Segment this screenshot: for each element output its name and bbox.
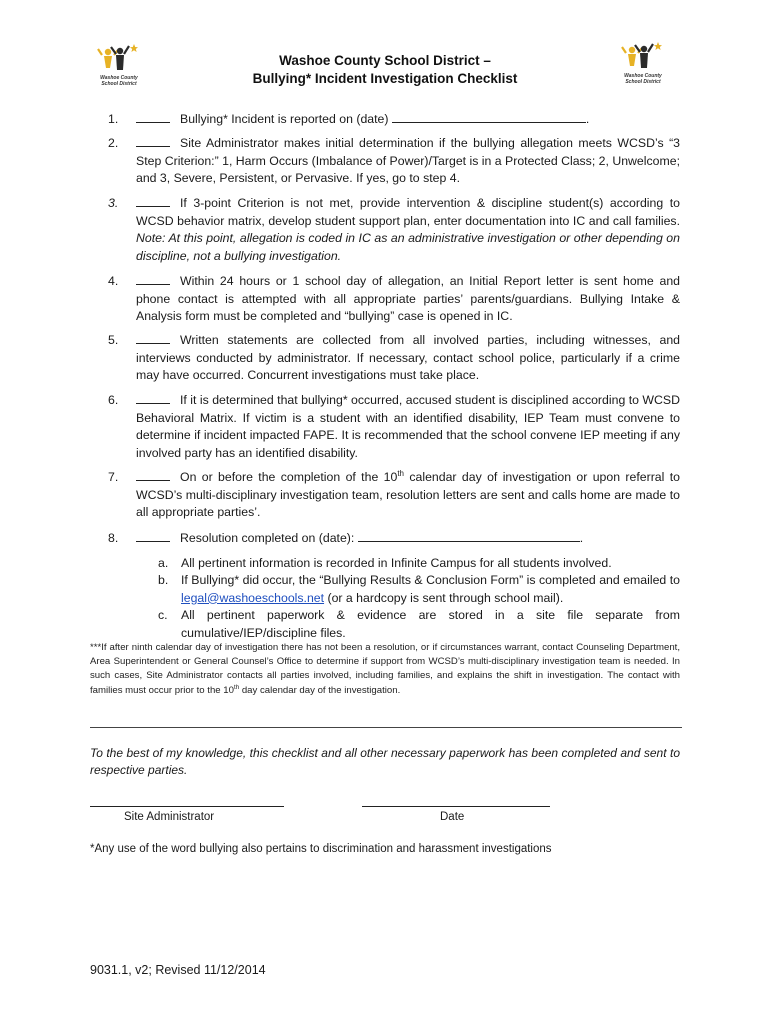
step-text: Written statements are collected from all involved parties, including witnesses, and interviews conducted by administrator. If necessary, contact school police, particularly if a crime may have occurred. Concurrent investigations must take place.	[136, 333, 680, 383]
logo-text: Washoe County School District	[624, 73, 662, 85]
step-2-check-blank[interactable]	[136, 135, 170, 147]
step-text: If 3-point Criterion is not met, provide intervention & discipline student(s) according to WCSD behavior matrix, develop student support plan, enter documentation into IC and call families.	[136, 196, 680, 228]
title-line-2: Bullying* Incident Investigation Checklist	[252, 71, 518, 86]
step-4-check-blank[interactable]	[136, 273, 170, 285]
step-1-check-blank[interactable]	[136, 111, 170, 123]
legal-email-link[interactable]: legal@washoeschools.net	[181, 590, 325, 605]
step-number: 2.	[108, 136, 119, 150]
substep-text: All pertinent information is recorded in Infinite Campus for all students involved.	[181, 556, 612, 570]
step-number: 5.	[108, 333, 119, 347]
step-text: Within 24 hours or 1 school day of allegation, an Initial Report letter is sent home and phone contact is attempted with all appropriate parties’ parents/guardians. Bullying Intake & Analysis form must be completed and “bullying” case is opened in IC.	[136, 274, 680, 324]
substep-text: All pertinent paperwork & evidence are stored in a site file separate from cumulative/IEP/discipline files.	[181, 608, 680, 640]
step-number: 8.	[108, 531, 119, 545]
substep-letter: b.	[158, 573, 169, 587]
date-signature-line[interactable]	[362, 806, 550, 807]
step-text: If it is determined that bullying* occurred, accused student is disciplined according to WCSD Behavioral Matrix. If victim is a student with an identified disability, IEP Team must convene to determine if incident impacted FAPE. It is recommended that the school convene IEP meeting if any involved party has an identified disability.	[136, 393, 680, 460]
report-date-field[interactable]	[392, 111, 586, 123]
step-note: Note: At this point, allegation is coded in IC as an administrative investigation or other depending on discipline, not a bullying investigation.	[136, 231, 680, 263]
step-text: Bullying* Incident is reported on (date)	[180, 112, 389, 126]
step-text: On or before the completion of the 10	[180, 470, 398, 484]
step-number: 3.	[108, 196, 119, 210]
step-text: Resolution completed on (date):	[180, 531, 355, 545]
ordinal-suffix: th	[233, 683, 240, 691]
ordinal-suffix: th	[397, 468, 404, 478]
date-label: Date	[440, 811, 465, 823]
step-text-end: .	[579, 531, 584, 545]
page-title	[0, 52, 770, 88]
logo-text: Washoe County School District	[100, 75, 138, 87]
substep-text: If Bullying* did occur, the “Bullying Results & Conclusion Form” is completed and emailed to	[181, 573, 680, 587]
substep-text: (or a hardcopy is sent through school mail).	[324, 590, 564, 605]
step-5-check-blank[interactable]	[136, 332, 170, 344]
title-line-1: Washoe County School District –	[279, 53, 491, 68]
step-text: calendar day of investigation or upon referral to WCSD’s multi-disciplinary investigation team, resolution letters are sent and calls home are made to all appropriate parties’.	[136, 470, 680, 520]
note-text: ***If after ninth calendar day of investigation there has not been a resolution, or if circumstances warrant, contact Counseling Department, Area Superintendent or General Counsel’s Office to determine if support from WCSD’s multi-disciplinary investigation team is needed. In such cases, Site Administrator contacts all parties involved, including families, and explains the shift in investigation. The contact with families must occur prior to the 10	[90, 642, 680, 696]
divider	[90, 727, 682, 728]
step-8-check-blank[interactable]	[136, 530, 170, 542]
certification-statement: To the best of my knowledge, this checklist and all other necessary paperwork has been completed and sent to respective parties.	[90, 746, 680, 777]
step-number: 7.	[108, 470, 119, 484]
substep-letter: c.	[158, 608, 168, 622]
substep-letter: a.	[158, 556, 169, 570]
step-number: 4.	[108, 274, 119, 288]
step-7-check-blank[interactable]	[136, 469, 170, 481]
footnote: *Any use of the word bullying also pertains to discrimination and harassment investigations	[90, 843, 552, 855]
site-administrator-label: Site Administrator	[124, 811, 215, 823]
form-revision-footer: 9031.1, v2; Revised 11/12/2014	[90, 963, 266, 977]
step-text-end: .	[585, 112, 590, 126]
escalation-note	[90, 641, 680, 698]
step-3-check-blank[interactable]	[136, 195, 170, 207]
step-6-check-blank[interactable]	[136, 392, 170, 404]
step-number: 6.	[108, 393, 119, 407]
step-number: 1.	[108, 112, 119, 126]
site-administrator-signature-line[interactable]	[90, 806, 284, 807]
resolution-date-field[interactable]	[358, 530, 580, 542]
note-text: day calendar day of the investigation.	[239, 684, 401, 696]
step-text: Site Administrator makes initial determination if the bullying allegation meets WCSD’s “3 Step Criterion:” 1, Harm Occurs (Imbalance of Power)/Target is in a Protected Class; 2, Unwelcome; and 3, Severe, Persistent, or Pervasive. If yes, go to step 4.	[136, 136, 680, 186]
